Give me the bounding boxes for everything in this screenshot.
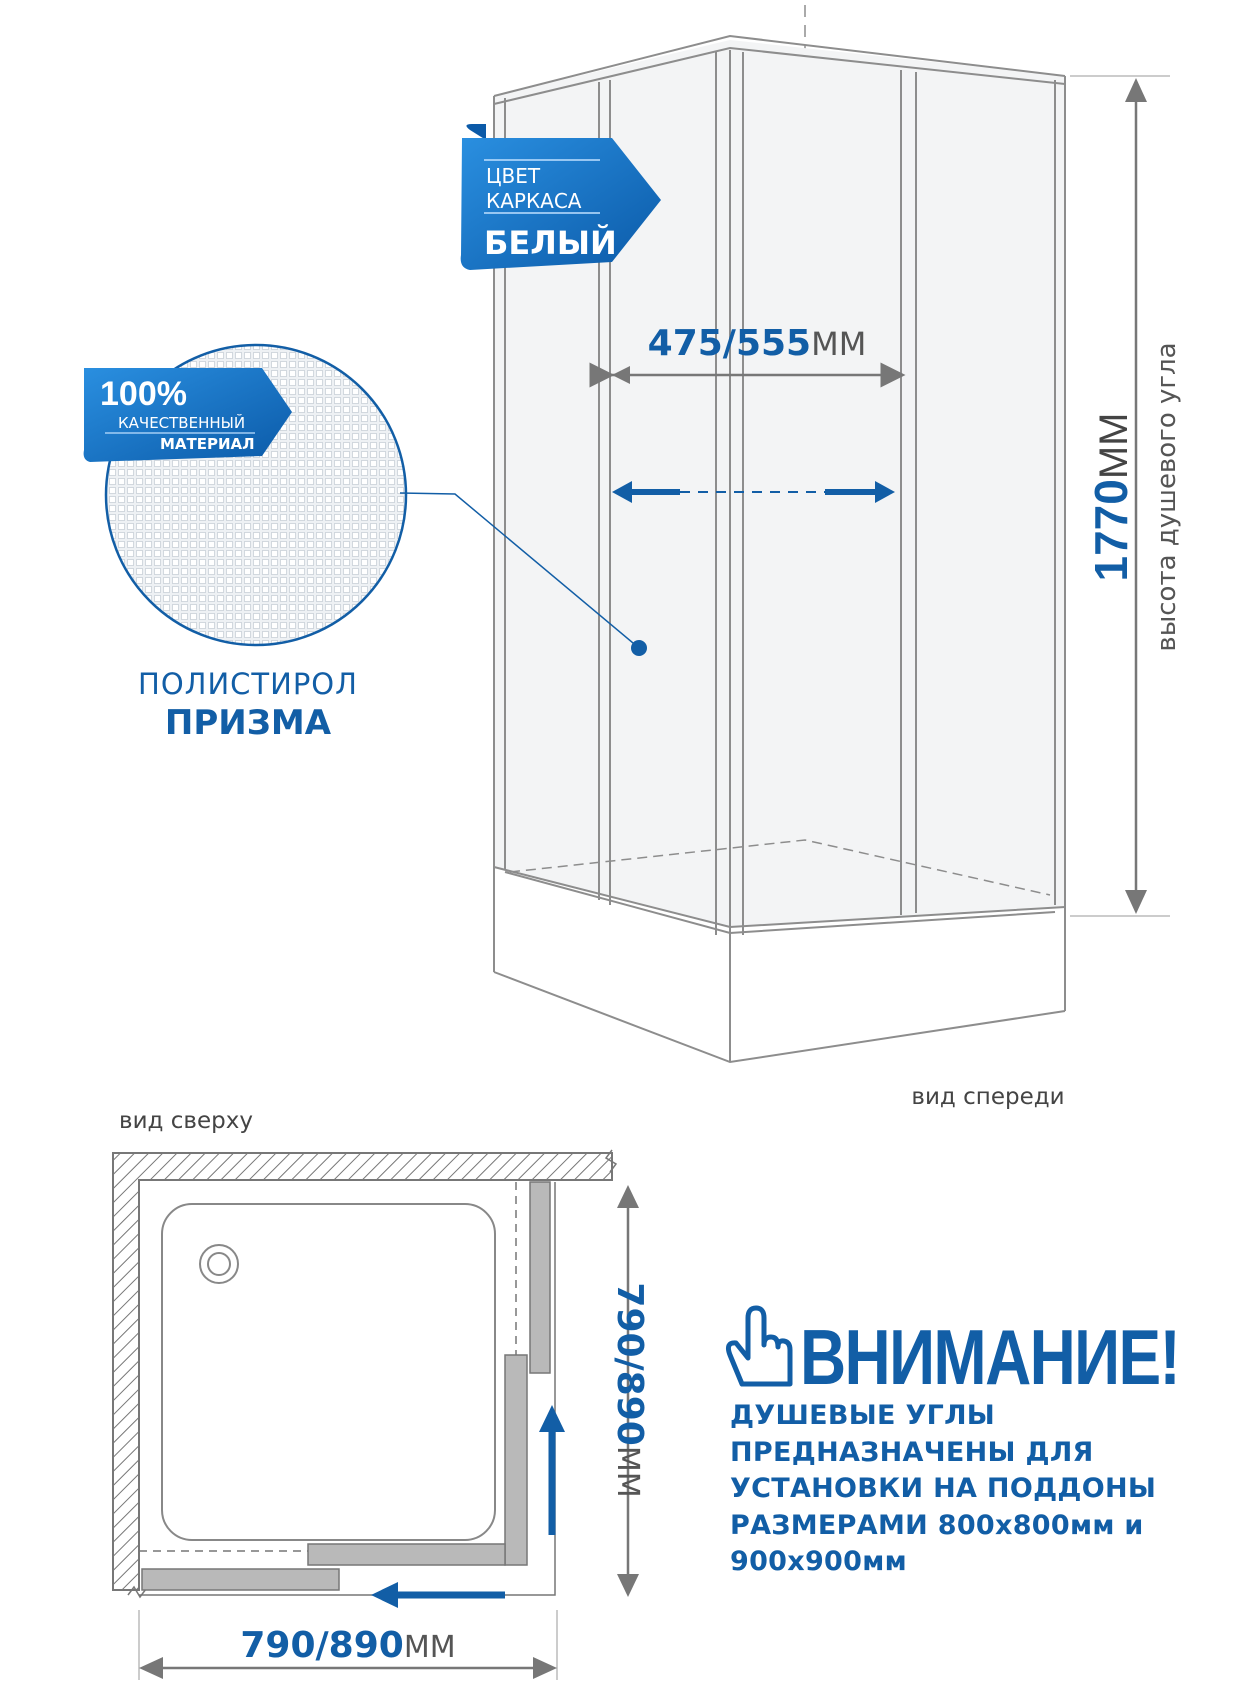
plan-width-unit: ММ — [403, 1630, 456, 1665]
warning-line: РАЗМЕРАМИ 800x800мм и — [730, 1509, 1144, 1541]
badge-line1: ЦВЕТ — [486, 164, 541, 188]
height-value: 1770 — [1085, 479, 1137, 582]
pointing-hand-icon — [728, 1308, 790, 1384]
warning-text — [730, 1398, 1156, 1581]
door-width-unit: ММ — [811, 325, 867, 363]
material-name: ПРИЗМА — [164, 703, 332, 743]
quality-line1: КАЧЕСТВЕННЫЙ — [118, 414, 246, 432]
material-type: ПОЛИСТИРОЛ — [138, 667, 358, 701]
plan-width-dimension — [139, 1610, 557, 1680]
warning-line: ПРЕДНАЗНАЧЕНЫ ДЛЯ — [730, 1436, 1094, 1468]
plan-depth-dimension — [609, 1185, 650, 1597]
quality-line2: МАТЕРИАЛ — [160, 435, 255, 453]
svg-text:1770ММ — [1085, 413, 1137, 582]
warning-line: 900x900мм — [730, 1546, 907, 1577]
warning-line: УСТАНОВКИ НА ПОДДОНЫ — [730, 1473, 1157, 1504]
svg-text:790/890ММ — [609, 1282, 650, 1497]
plan-depth-unit: ММ — [610, 1445, 645, 1498]
warning-line: ДУШЕВЫЕ УГЛЫ — [730, 1400, 996, 1431]
height-unit: ММ — [1092, 412, 1136, 480]
sliding-door-right — [505, 1355, 527, 1565]
front-view-label: вид спереди — [911, 1084, 1065, 1110]
height-caption: высота душевого угла — [1152, 342, 1182, 652]
badge-line2: КАРКАСА — [486, 189, 582, 213]
top-view-label: вид сверху — [119, 1108, 253, 1134]
top-view-plan — [113, 1150, 616, 1608]
quality-badge — [84, 368, 292, 462]
sliding-door-front — [308, 1544, 505, 1565]
arrow-up-icon — [539, 1405, 565, 1432]
fixed-panel-front — [142, 1569, 339, 1590]
arrow-left-icon — [371, 1582, 398, 1608]
svg-text:475/555ММ — [648, 323, 867, 364]
plan-width-value: 790/890 — [240, 1625, 404, 1666]
leader-dot — [631, 640, 647, 656]
door-width-dimension — [612, 323, 903, 384]
warning-title: ВНИМАНИЕ! — [800, 1313, 1180, 1401]
plan-depth-value: 790/890 — [609, 1282, 650, 1446]
badge-value: БЕЛЫЙ — [484, 224, 617, 262]
quality-percent: 100% — [100, 375, 187, 413]
svg-text:790/890ММ — [240, 1625, 455, 1666]
door-width-value: 475/555 — [647, 323, 812, 364]
fixed-panel-right — [530, 1182, 550, 1373]
height-dimension — [1070, 76, 1182, 916]
